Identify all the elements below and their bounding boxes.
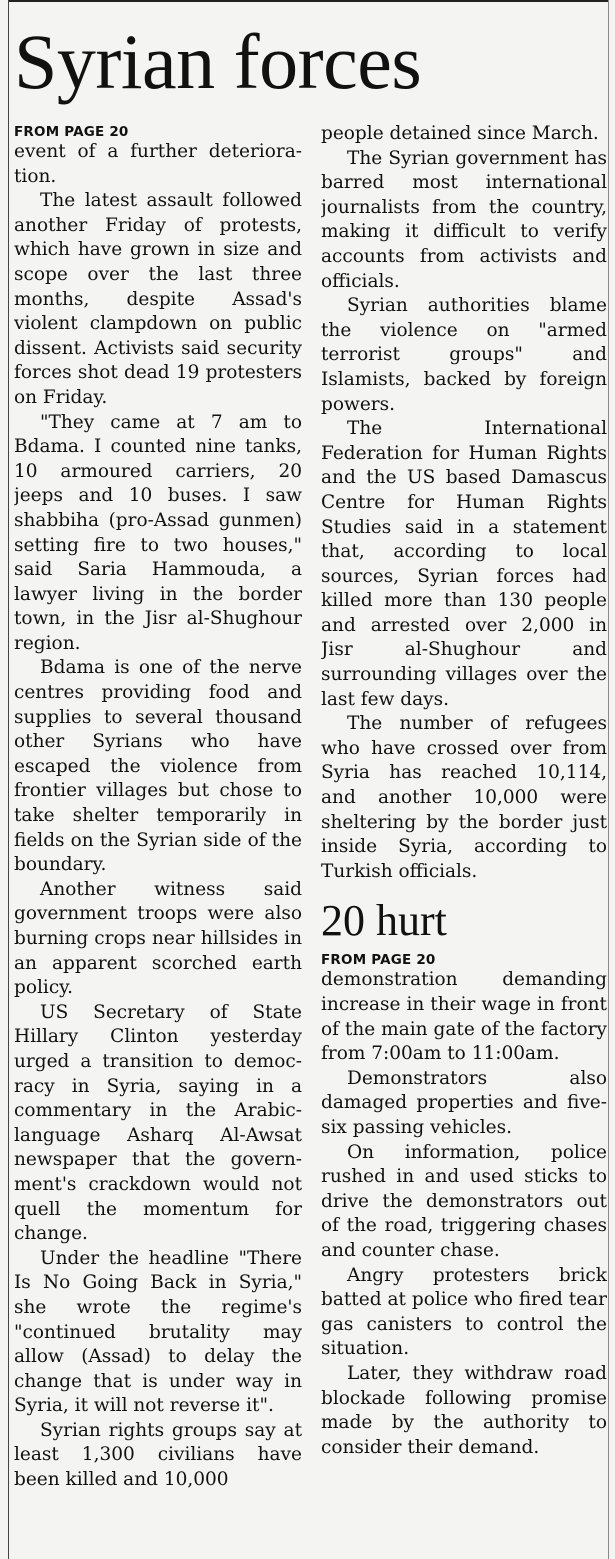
left-rule: [8, 0, 9, 1559]
paragraph: The International Federation for Human Rights and the US based Damascus Centre for Human Rights Studies said in a statement that, according to local sources, Syrian forces had killed more than 130 people and arrested over 2,000 in Jisr al-Shughour and surrounding villages over the last few days.: [321, 418, 607, 710]
paragraph: Another witness said government troops were also burning crops near hillsides in an apparent scorched earth policy.: [14, 878, 302, 999]
paragraph: The Syrian government has barred most international journalists from the country, making it difficult to verify accounts from activists and officials.: [321, 147, 607, 292]
paragraph: The number of refugees who have crossed over from Syria has reached 10,114, and another 10,000 were sheltering by the border just inside Syria, according to Turkish officials.: [321, 713, 607, 882]
paragraph: Syrian rights groups say at least 1,300 civilians have been killed and 10,000: [14, 1419, 302, 1491]
paragraph: Angry protesters brick batted at police who fired tear gas canisters to control the situation.: [321, 1264, 607, 1360]
jump-label-article2: FROM PAGE 20: [321, 952, 436, 969]
column-right: [321, 122, 607, 1552]
paragraph: On information, police rushed in and used sticks to drive the demonstrators out of the road, triggering chases and counter chase.: [321, 1141, 607, 1261]
paragraph: demonstration demanding increase in their wage in front of the main gate of the factory from 7:00am to 11:00am.: [321, 969, 607, 1065]
headline-syrian-forces: Syrian forces: [14, 18, 422, 105]
paragraph: US Secretary of State Hillary Clinton yesterday urged a transition to democracy in Syria, saying in a commentary in the Arabic-language Asharq Al-Awsat newspaper that the government's crackdown would not quell the momentum for change.: [14, 1001, 302, 1245]
paragraph: people detained since March.: [321, 123, 599, 144]
paragraph: Bdama is one of the nerve centres providing food and supplies to several thousand other Syrians who have escaped the violence from frontier villages but chose to take shelter temporarily in fields on the Syrian side of the boundary.: [14, 657, 302, 876]
column-left: [14, 122, 302, 1552]
paragraph: "They came at 7 am to Bdama. I counted nine tanks, 10 armoured carriers, 20 jeeps and 10 buses. I saw shabbiha (pro-Assad gunmen) setting fire to two houses," said Saria Hammouda, a lawyer living in the border town, in the Jisr al-Shughour region.: [14, 411, 302, 654]
headline-20-hurt: 20 hurt: [321, 896, 447, 946]
right-rule: [608, 0, 609, 1559]
paragraph: Later, they withdraw road blockade following promise made by the authority to consider their demand.: [321, 1362, 607, 1458]
paragraph: The latest assault followed another Friday of protests, which have grown in size and scope over the last three months, despite Assad's violent clampdown on public dissent. Activists said security forces shot dead 19 protesters on Friday.: [14, 190, 302, 408]
paragraph: Demonstrators also damaged properties and five-six passing vehicles.: [321, 1067, 607, 1138]
top-rule: [8, 0, 609, 2]
jump-label-article1: FROM PAGE 20: [14, 124, 129, 140]
paragraph: Under the headline "There Is No Going Back in Syria," she wrote the regime's "continued brutality may allow (Assad) to delay the change that is under way in Syria, it will not reverse it".: [14, 1247, 302, 1417]
paragraph: Syrian authorities blame the violence on "armed terrorist groups" and Islamists, backed by foreign powers.: [321, 295, 607, 415]
paragraph: event of a further deterioration.: [14, 141, 302, 187]
